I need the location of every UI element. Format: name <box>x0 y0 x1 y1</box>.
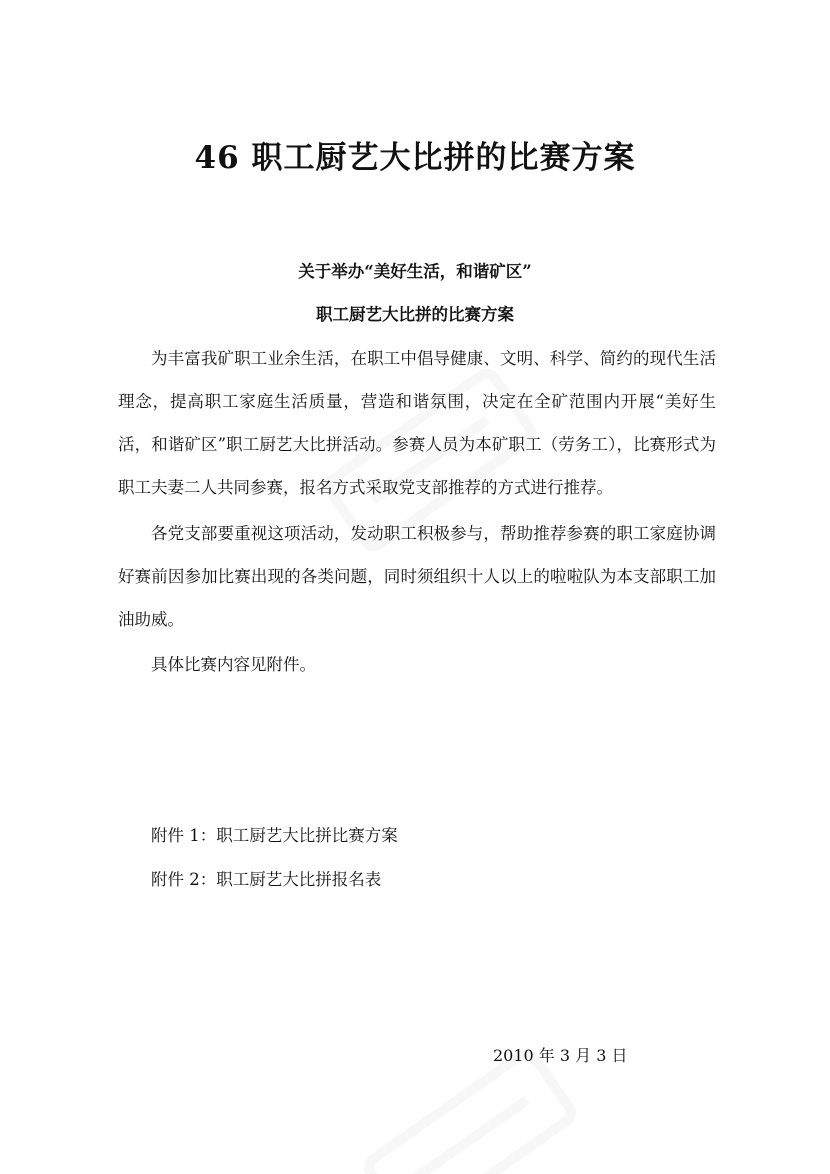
document-date: 2010 年 3 月 3 日 <box>493 1046 628 1065</box>
attachment-2: 附件 2：职工厨艺大比拼报名表 <box>151 870 382 889</box>
body-paragraph-1: 为丰富我矿职工业余生活，在职工中倡导健康、文明、科学、简约的现代生活理念，提高职工家庭生活质量，营造和谐氛围，决定在全矿范围内开展“美好生活，和谐矿区”职工厨艺大比拼活动。参赛人员为本矿职工（劳务工），比赛形式为职工夫妻二人共同参赛，报名方式采取党支部推荐的方式进行推荐。 <box>118 349 716 497</box>
page-title: 46 职工厨艺大比拼的比赛方案 <box>194 140 636 176</box>
body-paragraph-2: 各党支部要重视这项活动，发动职工积极参与，帮助推荐参赛的职工家庭协调好赛前因参加比赛出现的各类问题，同时须组织十人以上的啦啦队为本支部职工加油助威。 <box>118 524 716 629</box>
body-paragraph-3: 具体比赛内容见附件。 <box>151 655 316 674</box>
subtitle-line-2: 职工厨艺大比拼的比赛方案 <box>316 305 514 324</box>
attachment-1: 附件 1：职工厨艺大比拼比赛方案 <box>151 826 398 845</box>
subtitle-line-1: 关于举办“美好生活，和谐矿区” <box>298 262 532 281</box>
